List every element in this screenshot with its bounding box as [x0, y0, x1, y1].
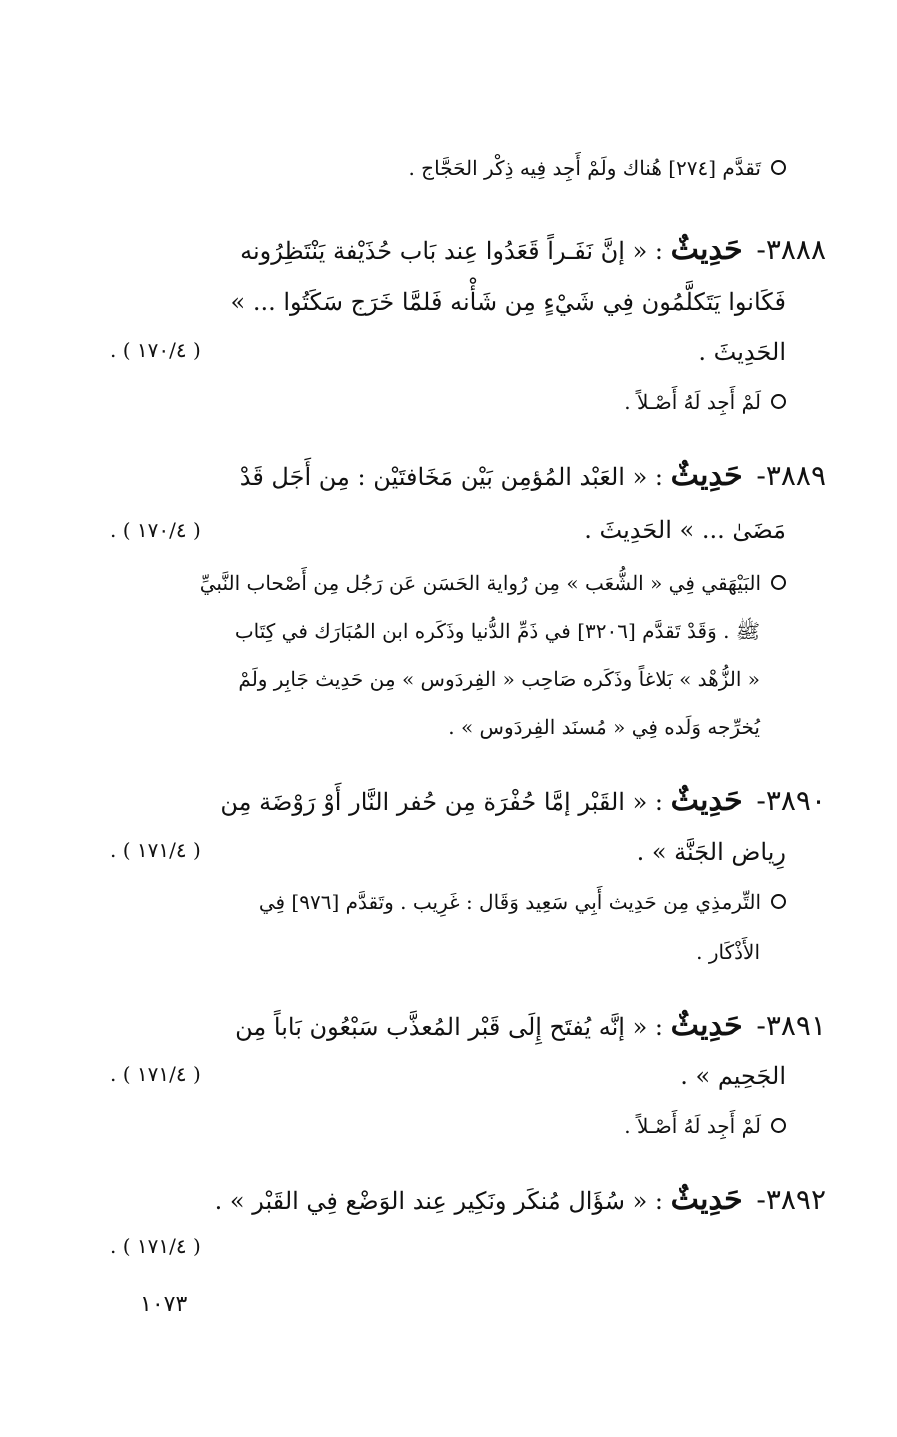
entry-3888-note	[110, 384, 786, 420]
entry-keyword: حَدِيثٌ	[670, 458, 743, 493]
entry-3889-note-3	[110, 661, 760, 697]
entry-3889-note-4	[110, 709, 760, 745]
note-text: لَمْ أَجِد لَهُ أَصْـلاً .	[624, 1114, 761, 1138]
document-page	[110, 0, 826, 1437]
entry-3888-line-1	[110, 232, 826, 269]
entry-3889-line-1	[110, 458, 826, 495]
entry-text: : « سُؤَال مُنكَر ونَكِير عِند الوَضْع فِي القَبْر » .	[214, 1187, 663, 1215]
entry-text: : « إنَّ نَفَـراً قَعَدُوا عِند بَاب حُذَيْفة يَنْتَظِرُونه	[240, 237, 663, 265]
entry-keyword: حَدِيثٌ	[670, 1008, 743, 1043]
entry-3888-line-3	[110, 334, 786, 370]
circle-bullet-icon	[771, 894, 786, 909]
entry-text: رِياض الجَنَّة » .	[636, 838, 786, 866]
entry-3890-line-2	[110, 834, 786, 870]
entry-reference: ( ١٧١/٤ ) .	[110, 838, 201, 862]
intro-note	[110, 150, 786, 186]
entry-3891-note	[110, 1108, 786, 1144]
entry-text: الجَحِيم » .	[680, 1062, 786, 1090]
note-text: ﷺ . وَقَدْ تَقدَّم [٣٢٠٦] في ذَمِّ الدُّنيا وذَكَره ابن المُبَارَك في كِتَاب	[234, 619, 760, 643]
entry-3890-note-2	[110, 934, 760, 970]
entry-text: مَضَىٰ ... » الحَدِيثَ .	[584, 516, 786, 544]
note-text: يُخرِّجه وَلَده فِي « مُسنَد الفِردَوس » .	[448, 715, 760, 739]
entry-number: ٣٨٩١-	[756, 1009, 826, 1042]
entry-number: ٣٨٩٠-	[756, 784, 826, 817]
entry-text: الحَدِيثَ .	[698, 338, 786, 366]
entry-3890-note-1	[110, 884, 786, 920]
entry-3891-line-1	[110, 1008, 826, 1045]
circle-bullet-icon	[771, 394, 786, 409]
entry-3889-line-2	[110, 512, 786, 548]
circle-bullet-icon	[771, 160, 786, 175]
entry-3890-line-1	[110, 783, 826, 820]
entry-keyword: حَدِيثٌ	[670, 783, 743, 818]
note-text: الأَذْكَار .	[696, 940, 760, 964]
entry-text: : « العَبْد المُؤمِن بَيْن مَخَافتَيْن : مِن أَجَل قَدْ	[239, 463, 663, 491]
note-text: التِّرمذِي مِن حَدِيث أَبِي سَعِيد وَقَال : غَرِيب . وتَقدَّم [٩٧٦] فِي	[258, 890, 761, 914]
entry-reference: ( ١٧١/٤ ) .	[110, 1062, 201, 1086]
entry-reference: ( ١٧١/٤ ) .	[110, 1234, 201, 1258]
entry-3889-note-2	[110, 613, 760, 649]
circle-bullet-icon	[771, 575, 786, 590]
entry-3892-line-1	[110, 1182, 826, 1219]
entry-keyword: حَدِيثٌ	[670, 232, 743, 267]
entry-text: : « القَبْر إمَّا حُفْرَة مِن حُفر النَّار أَوْ رَوْضَة مِن	[220, 788, 663, 816]
entry-number: ٣٨٨٨-	[756, 233, 826, 266]
entry-3891-line-2	[110, 1058, 786, 1094]
note-text: « الزُّهْد » بَلاغاً وذَكَره صَاحِب « الفِردَوس » مِن حَدِيث جَابِر ولَمْ	[238, 667, 760, 691]
entry-3889-note-1	[110, 565, 786, 601]
note-text: البَيْهَقي فِي « الشُّعَب » مِن رُواية الحَسَن عَن رَجُل مِن أَصْحاب النَّبيِّ	[199, 571, 761, 595]
note-text: لَمْ أَجِد لَهُ أَصْـلاً .	[624, 390, 761, 414]
entry-reference: ( ١٧٠/٤ ) .	[110, 518, 201, 542]
entry-reference: ( ١٧٠/٤ ) .	[110, 338, 201, 362]
entry-text: فَكَانوا يَتَكلَّمُون فِي شَيْءٍ مِن شَأْنه فَلمَّا خَرَج سَكَتُوا ... »	[230, 288, 786, 316]
entry-text: : « إنَّه يُفتَح إِلَى قَبْر المُعذَّب سَبْعُون بَاباً مِن	[235, 1013, 663, 1041]
entry-number: ٣٨٨٩-	[756, 459, 826, 492]
entry-number: ٣٨٩٢-	[756, 1183, 826, 1216]
circle-bullet-icon	[771, 1118, 786, 1133]
note-text: تَقدَّم [٢٧٤] هُناك ولَمْ أَجِد فِيه ذِكْر الحَجَّاج .	[408, 156, 761, 180]
entry-3888-line-2	[110, 284, 786, 320]
page-number: ١٠٧٣	[140, 1292, 188, 1317]
entry-keyword: حَدِيثٌ	[670, 1182, 743, 1217]
